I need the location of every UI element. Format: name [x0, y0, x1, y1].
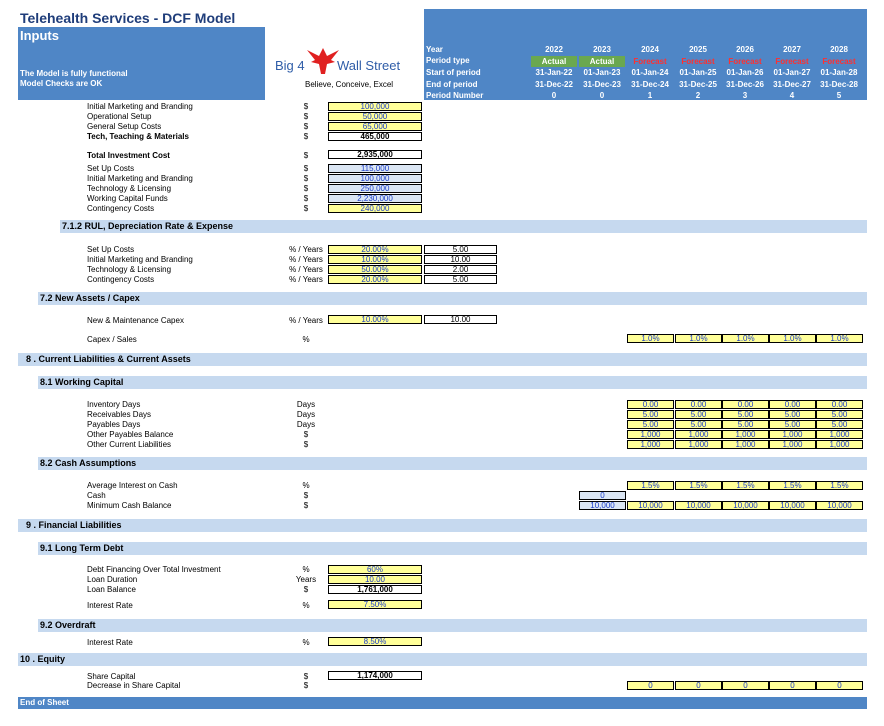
start-5: 01-Jan-27	[773, 68, 811, 77]
year-5: 2027	[783, 45, 801, 54]
capex-years-value[interactable]: 10.00	[424, 315, 497, 324]
period-type-2: Forecast	[633, 57, 667, 66]
section-10-title: 10 . Equity	[20, 654, 66, 664]
page-title: Telehealth Services - DCF Model	[20, 10, 236, 26]
overdraft-interest-input[interactable]: 8.50%	[328, 637, 422, 646]
wc-row-value[interactable]: 1,000	[769, 440, 816, 449]
wc-row-label: Receivables Days	[87, 410, 152, 419]
decrease-share-value[interactable]: 0	[816, 681, 863, 690]
end-0: 31-Dec-22	[535, 80, 573, 89]
section-7-2-bar	[38, 292, 867, 305]
avg-interest-value[interactable]: 1.5%	[769, 481, 816, 490]
total-investment-value[interactable]: 2,935,000	[328, 150, 422, 159]
start-3: 01-Jan-25	[679, 68, 717, 77]
wc-row-label: Payables Days	[87, 420, 141, 429]
section-8-title: 8 . Current Liabilities & Current Assets	[26, 354, 191, 364]
investment-row-label: Contingency Costs	[87, 204, 155, 213]
wc-row-label: Other Payables Balance	[87, 430, 174, 439]
period-type-1: Actual	[579, 56, 625, 67]
setup-row-value[interactable]: 465,000	[328, 132, 422, 141]
wc-row-unit: $	[303, 440, 309, 449]
end-6: 31-Dec-28	[820, 80, 858, 89]
capex-sales-value[interactable]: 1.0%	[675, 334, 722, 343]
wc-row-unit: Days	[296, 410, 316, 419]
ltd-row-value[interactable]: 10.00	[328, 575, 422, 584]
period-number-3: 2	[695, 91, 701, 100]
year-6: 2028	[830, 45, 848, 54]
ltd-interest-label: Interest Rate	[87, 601, 133, 610]
investment-row-unit: $	[303, 204, 309, 213]
row-label-period-number: Period Number	[426, 91, 484, 100]
page-subtitle: Inputs	[20, 28, 59, 43]
wc-row-value[interactable]: 0.00	[627, 400, 674, 409]
period-type-4: Forecast	[728, 57, 762, 66]
ltd-interest-unit: %	[302, 601, 310, 610]
share-capital-value[interactable]: 1,174,000	[328, 671, 422, 680]
section-8-1-title: 8.1 Working Capital	[40, 377, 124, 387]
wc-row-unit: $	[303, 430, 309, 439]
setup-row-unit: $	[303, 102, 309, 111]
wc-row-unit: Days	[296, 420, 316, 429]
setup-row-value[interactable]: 65,000	[328, 122, 422, 131]
period-number-6: 5	[836, 91, 842, 100]
rul-row-rate[interactable]: 20.00%	[328, 275, 422, 284]
wc-row-value[interactable]: 1,000	[722, 440, 769, 449]
share-capital-label: Share Capital	[87, 672, 136, 681]
period-type-6: Forecast	[822, 57, 856, 66]
row-label-end: End of period	[426, 80, 478, 89]
avg-interest-value[interactable]: 1.5%	[675, 481, 722, 490]
min-cash-value[interactable]: 10,000	[579, 501, 626, 510]
investment-row-unit: $	[303, 164, 309, 173]
investment-row-value[interactable]: 2,230,000	[328, 194, 422, 203]
wc-row-value[interactable]: 5.00	[816, 410, 863, 419]
ltd-row-label: Loan Duration	[87, 575, 138, 584]
capex-sales-value[interactable]: 1.0%	[769, 334, 816, 343]
year-3: 2025	[689, 45, 707, 54]
cash-value[interactable]: 0	[579, 491, 626, 500]
section-7-2-title: 7.2 New Assets / Capex	[40, 293, 140, 303]
overdraft-interest-label: Interest Rate	[87, 638, 133, 647]
setup-row-label: Initial Marketing and Branding	[87, 102, 193, 111]
wc-row-value[interactable]: 5.00	[769, 420, 816, 429]
wc-row-value[interactable]: 1,000	[769, 430, 816, 439]
end-4: 31-Dec-26	[726, 80, 764, 89]
ltd-row-unit: $	[303, 585, 309, 594]
rul-row-unit: % / Years	[289, 245, 323, 254]
section-10-bar	[18, 653, 867, 666]
section-9-2-title: 9.2 Overdraft	[40, 620, 96, 630]
wc-row-value[interactable]: 1,000	[627, 430, 674, 439]
share-capital-unit: $	[303, 672, 309, 681]
wc-row-value[interactable]: 0.00	[722, 400, 769, 409]
setup-row-label: Tech, Teaching & Materials	[87, 132, 189, 141]
period-number-4: 3	[742, 91, 748, 100]
wc-row-value[interactable]: 1,000	[675, 440, 722, 449]
wc-row-value[interactable]: 5.00	[627, 410, 674, 419]
section-9-1-title: 9.1 Long Term Debt	[40, 543, 124, 553]
row-label-year: Year	[426, 45, 443, 54]
start-6: 01-Jan-28	[820, 68, 858, 77]
end-1: 31-Dec-23	[583, 80, 621, 89]
capex-sales-label: Capex / Sales	[87, 335, 137, 344]
rul-row-rate[interactable]: 50.00%	[328, 265, 422, 274]
setup-row-label: Operational Setup	[87, 112, 152, 121]
investment-row-label: Working Capital Funds	[87, 194, 168, 203]
wc-row-value[interactable]: 5.00	[722, 420, 769, 429]
avg-interest-unit: %	[302, 481, 310, 490]
wc-row-value[interactable]: 1,000	[627, 440, 674, 449]
investment-row-value[interactable]: 240,000	[328, 204, 422, 213]
wc-row-label: Inventory Days	[87, 400, 141, 409]
setup-row-unit: $	[303, 112, 309, 121]
ltd-row-value[interactable]: 1,761,000	[328, 585, 422, 594]
header-band-right	[424, 9, 867, 39]
min-cash-unit: $	[303, 501, 309, 510]
min-cash-value[interactable]: 10,000	[769, 501, 816, 510]
capex-sales-value[interactable]: 1.0%	[722, 334, 769, 343]
rul-row-label: Technology & Licensing	[87, 265, 172, 274]
period-number-1: 0	[599, 91, 605, 100]
wc-row-value[interactable]: 1,000	[816, 440, 863, 449]
min-cash-value[interactable]: 10,000	[675, 501, 722, 510]
rul-row-years[interactable]: 5.00	[424, 245, 497, 254]
section-9-title: 9 . Financial Liabilities	[26, 520, 122, 530]
ltd-row-value[interactable]: 60%	[328, 565, 422, 574]
rul-row-unit: % / Years	[289, 275, 323, 284]
capex-rate-input[interactable]: 10.00%	[328, 315, 422, 324]
model-status-message: The Model is fully functional	[20, 69, 128, 78]
wc-row-value[interactable]: 1,000	[722, 430, 769, 439]
wc-row-value[interactable]: 0.00	[769, 400, 816, 409]
ltd-row-unit: %	[302, 565, 310, 574]
footer-band	[18, 697, 867, 709]
model-check-message: Model Checks are OK	[20, 79, 103, 88]
year-0: 2022	[545, 45, 563, 54]
rul-row-label: Initial Marketing and Branding	[87, 255, 193, 264]
min-cash-value[interactable]: 10,000	[627, 501, 674, 510]
wc-row-value[interactable]: 5.00	[675, 410, 722, 419]
setup-row-label: General Setup Costs	[87, 122, 162, 131]
rul-row-years[interactable]: 10.00	[424, 255, 497, 264]
company-logo	[265, 42, 410, 98]
decrease-share-value[interactable]: 0	[722, 681, 769, 690]
period-type-5: Forecast	[775, 57, 809, 66]
cash-label: Cash	[87, 491, 106, 500]
end-2: 31-Dec-24	[631, 80, 669, 89]
wc-row-value[interactable]: 0.00	[816, 400, 863, 409]
row-label-period-type: Period type	[426, 56, 470, 65]
section-9-1-bar	[38, 542, 867, 555]
capex-sales-value[interactable]: 1.0%	[816, 334, 863, 343]
decrease-share-value[interactable]: 0	[769, 681, 816, 690]
decrease-share-unit: $	[303, 681, 309, 690]
wc-row-value[interactable]: 5.00	[627, 420, 674, 429]
logo-text-left: Big 4	[275, 58, 305, 73]
avg-interest-value[interactable]: 1.5%	[627, 481, 674, 490]
setup-row-unit: $	[303, 122, 309, 131]
rul-row-rate[interactable]: 20.00%	[328, 245, 422, 254]
investment-row-value[interactable]: 115,000	[328, 164, 422, 173]
wc-row-value[interactable]: 0.00	[675, 400, 722, 409]
rul-row-years[interactable]: 5.00	[424, 275, 497, 284]
year-1: 2023	[593, 45, 611, 54]
min-cash-value[interactable]: 10,000	[816, 501, 863, 510]
period-number-0: 0	[551, 91, 557, 100]
decrease-share-label: Decrease in Share Capital	[87, 681, 181, 690]
ltd-interest-input[interactable]: 7.50%	[328, 600, 422, 609]
avg-interest-label: Average Interest on Cash	[87, 481, 178, 490]
rul-row-label: Set Up Costs	[87, 245, 135, 254]
cash-unit: $	[303, 491, 309, 500]
start-1: 01-Jan-23	[583, 68, 621, 77]
wc-row-value[interactable]: 5.00	[675, 420, 722, 429]
setup-row-value[interactable]: 100,000	[328, 102, 422, 111]
investment-row-value[interactable]: 250,000	[328, 184, 422, 193]
logo-tagline: Believe, Conceive, Excel	[305, 80, 394, 89]
investment-row-unit: $	[303, 194, 309, 203]
wc-row-value[interactable]: 1,000	[675, 430, 722, 439]
end-3: 31-Dec-25	[679, 80, 717, 89]
eagle-icon	[305, 44, 341, 78]
start-0: 31-Jan-22	[535, 68, 573, 77]
decrease-share-value[interactable]: 0	[675, 681, 722, 690]
rul-row-rate[interactable]: 10.00%	[328, 255, 422, 264]
investment-row-value[interactable]: 100,000	[328, 174, 422, 183]
start-2: 01-Jan-24	[631, 68, 669, 77]
ltd-row-label: Debt Financing Over Total Investment	[87, 565, 221, 574]
decrease-share-value[interactable]: 0	[627, 681, 674, 690]
rul-row-years[interactable]: 2.00	[424, 265, 497, 274]
row-label-start: Start of period	[426, 68, 481, 77]
avg-interest-value[interactable]: 1.5%	[722, 481, 769, 490]
avg-interest-value[interactable]: 1.5%	[816, 481, 863, 490]
min-cash-label: Minimum Cash Balance	[87, 501, 172, 510]
wc-row-value[interactable]: 5.00	[816, 420, 863, 429]
section-8-1-bar	[38, 376, 867, 389]
end-of-sheet: End of Sheet	[20, 698, 69, 707]
wc-row-value[interactable]: 1,000	[816, 430, 863, 439]
end-5: 31-Dec-27	[773, 80, 811, 89]
total-investment-unit: $	[303, 151, 309, 160]
period-type-3: Forecast	[681, 57, 715, 66]
section-8-2-bar	[38, 457, 867, 470]
wc-row-value[interactable]: 5.00	[769, 410, 816, 419]
period-number-5: 4	[789, 91, 795, 100]
section-9-bar	[18, 519, 867, 532]
capex-unit: % / Years	[289, 316, 323, 325]
investment-row-unit: $	[303, 184, 309, 193]
capex-sales-value[interactable]: 1.0%	[627, 334, 674, 343]
rul-row-label: Contingency Costs	[87, 275, 155, 284]
min-cash-value[interactable]: 10,000	[722, 501, 769, 510]
start-4: 01-Jan-26	[726, 68, 764, 77]
setup-row-value[interactable]: 50,000	[328, 112, 422, 121]
period-number-2: 1	[647, 91, 653, 100]
rul-row-unit: % / Years	[289, 265, 323, 274]
rul-row-unit: % / Years	[289, 255, 323, 264]
investment-row-label: Technology & Licensing	[87, 184, 172, 193]
investment-row-label: Initial Marketing and Branding	[87, 174, 193, 183]
section-8-2-title: 8.2 Cash Assumptions	[40, 458, 137, 468]
investment-row-unit: $	[303, 174, 309, 183]
ltd-row-unit: Years	[295, 575, 317, 584]
total-investment-label: Total Investment Cost	[87, 151, 170, 160]
wc-row-label: Other Current Liabilities	[87, 440, 172, 449]
wc-row-unit: Days	[296, 400, 316, 409]
capex-sales-unit: %	[302, 335, 310, 344]
overdraft-interest-unit: %	[302, 638, 310, 647]
investment-row-label: Set Up Costs	[87, 164, 135, 173]
period-type-0: Actual	[531, 56, 577, 67]
section-7-1-2-title: 7.1.2 RUL, Depreciation Rate & Expense	[62, 221, 234, 231]
capex-label: New & Maintenance Capex	[87, 316, 184, 325]
section-9-2-bar	[38, 619, 867, 632]
year-4: 2026	[736, 45, 754, 54]
ltd-row-label: Loan Balance	[87, 585, 136, 594]
logo-text-right: Wall Street	[337, 58, 401, 73]
wc-row-value[interactable]: 5.00	[722, 410, 769, 419]
year-2: 2024	[641, 45, 659, 54]
setup-row-unit: $	[303, 132, 309, 141]
